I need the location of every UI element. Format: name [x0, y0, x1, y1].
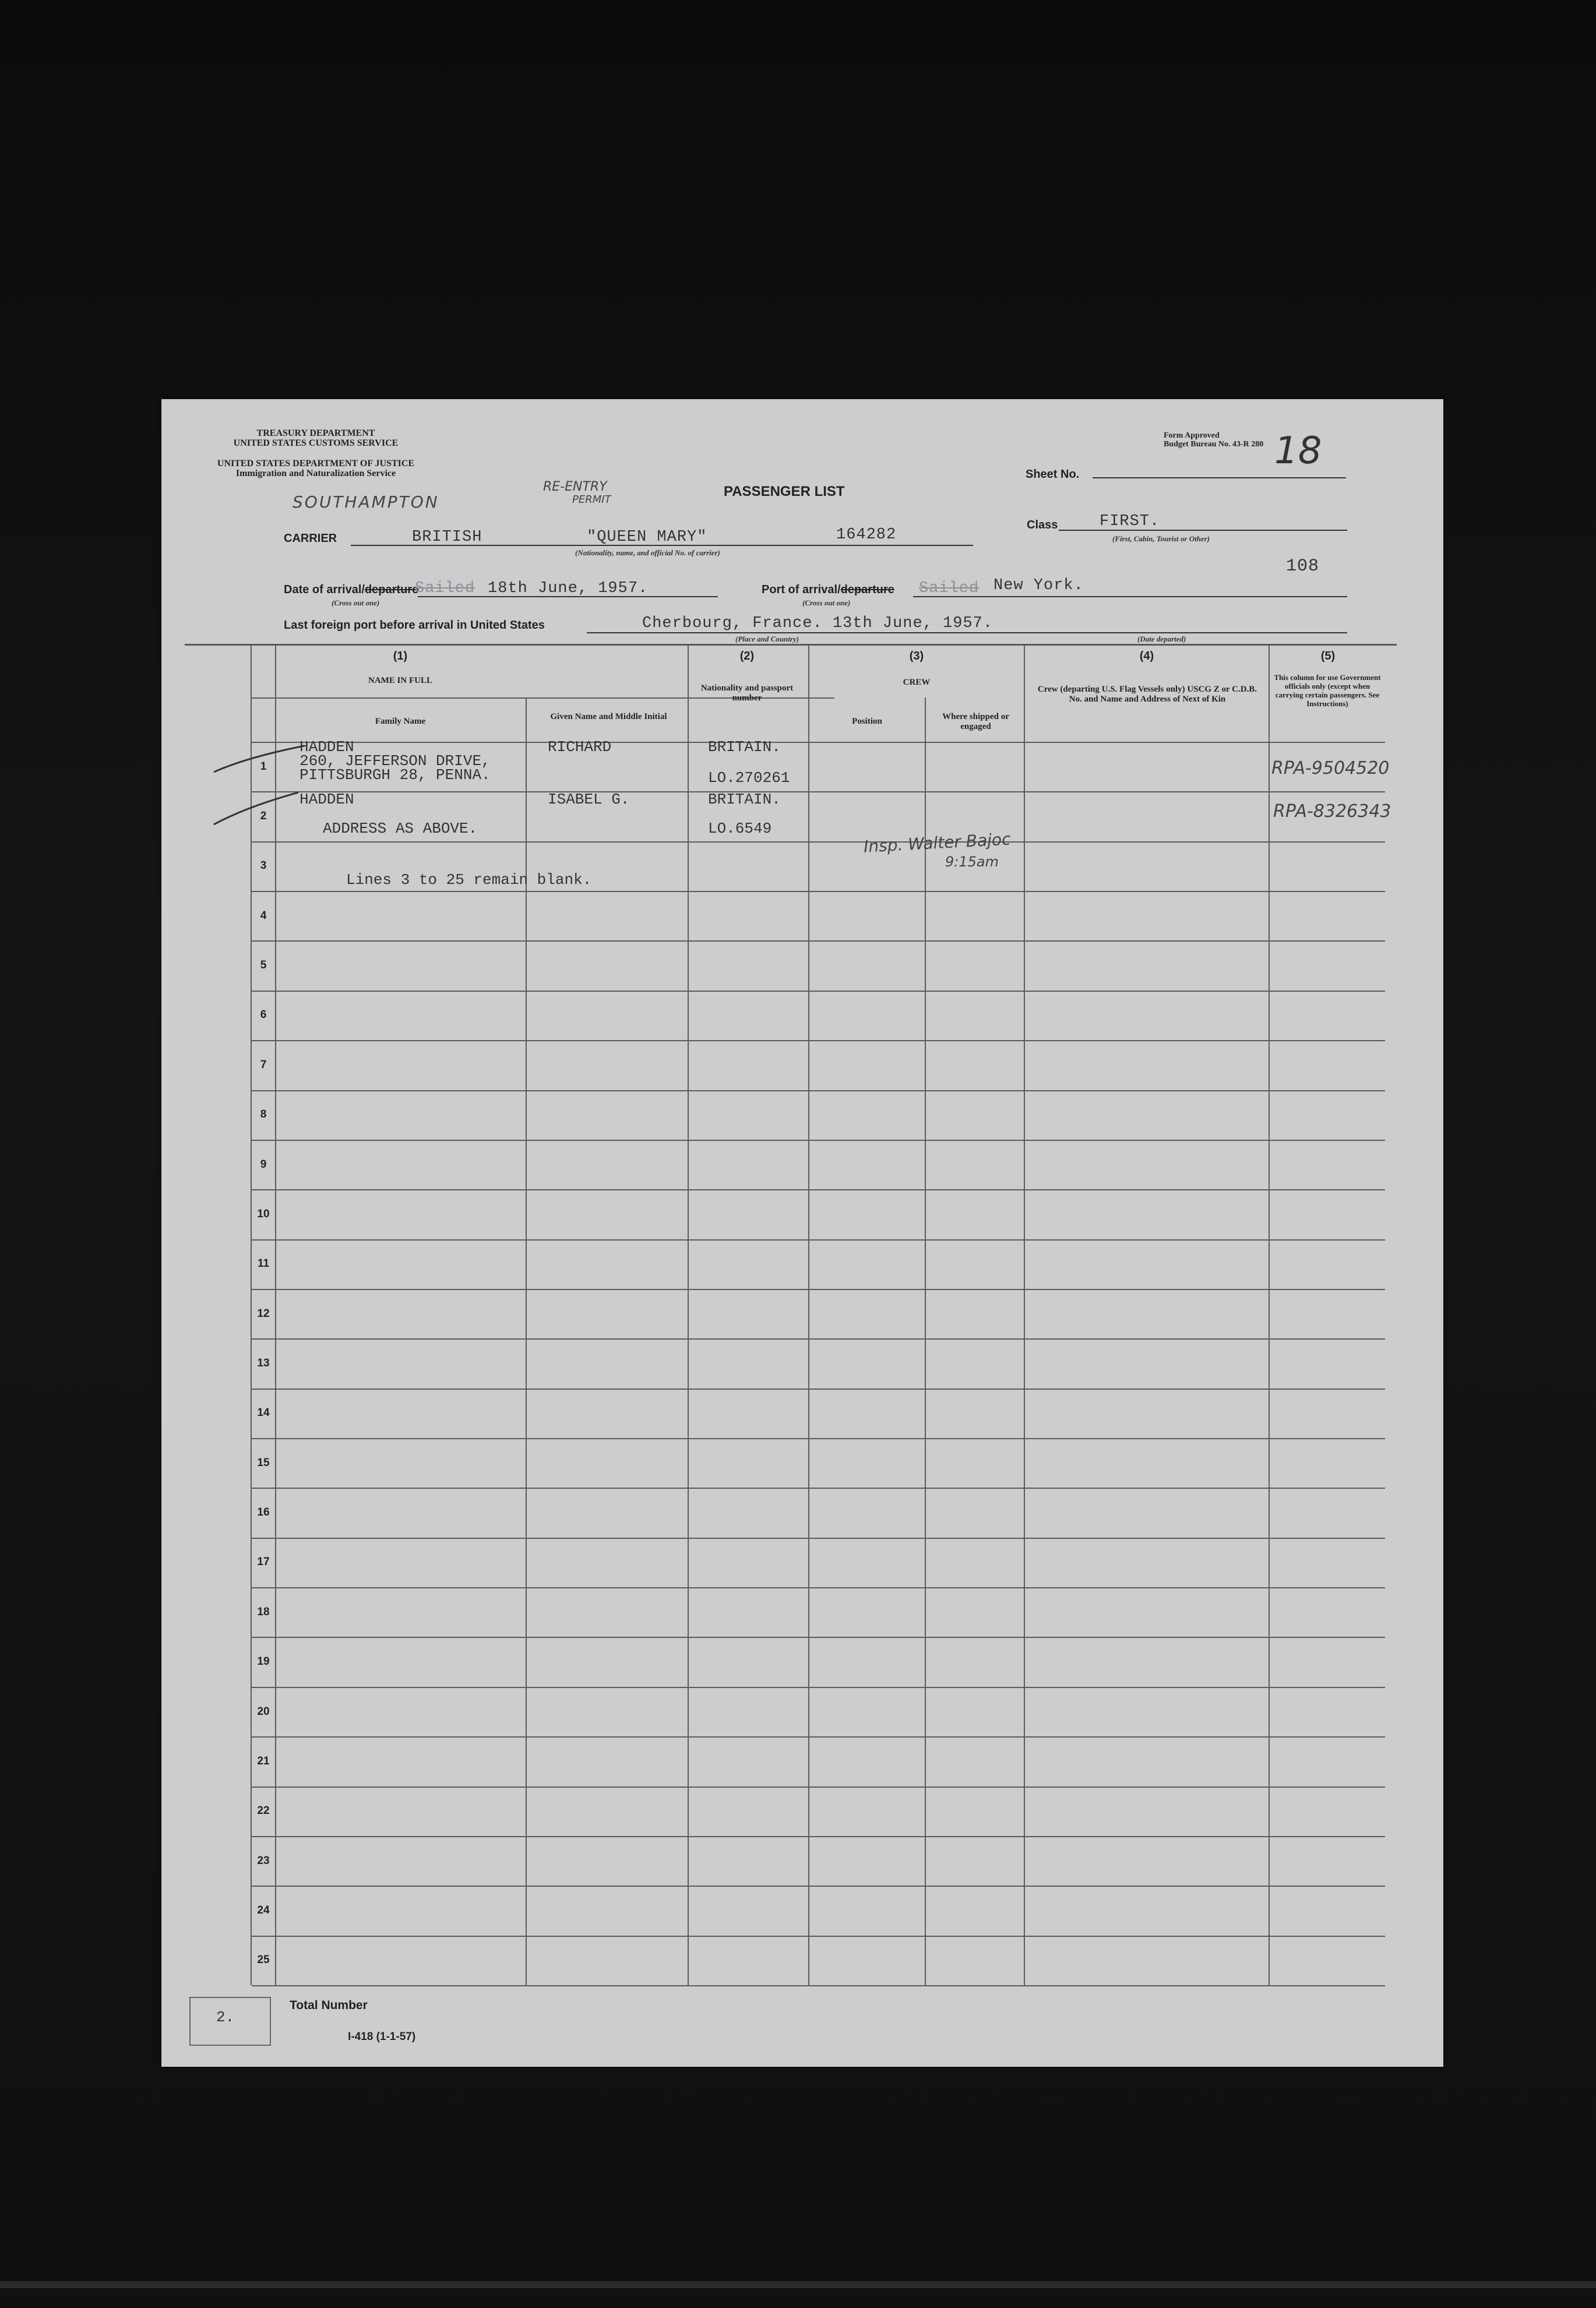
- col5-left-divider: [1269, 644, 1270, 1985]
- row-rule: [252, 1538, 1385, 1539]
- row-number: 18: [257, 1606, 270, 1618]
- row-number: 1: [260, 760, 267, 773]
- port-of-arrival-label: [762, 583, 894, 597]
- row-number: 21: [257, 1755, 270, 1767]
- row-number: 23: [257, 1855, 270, 1867]
- row2-address: ADDRESS AS ABOVE.: [323, 820, 478, 837]
- row-rule: [252, 1338, 1385, 1340]
- blank-lines-note: Lines 3 to 25 remain blank.: [346, 871, 592, 889]
- row-rule: [252, 1488, 1385, 1489]
- check-mark-row1-icon: [214, 746, 304, 772]
- agency-customs: UNITED STATES CUSTOMS SERVICE: [233, 438, 399, 448]
- row1-address-line1: 260, JEFFERSON DRIVE,: [300, 752, 491, 770]
- port-cross-out-note: (Cross out one): [802, 598, 851, 607]
- handwritten-sheet-no: 18: [1274, 429, 1322, 473]
- scan-edge: [0, 2281, 1596, 2288]
- row-rule: [252, 791, 1385, 792]
- col3-number: (3): [909, 650, 924, 663]
- row-rule: [252, 1289, 1385, 1290]
- col4-number: (4): [1139, 650, 1154, 663]
- last-port-underline: [587, 632, 1347, 633]
- row1-official-stamp: RPA-9504520: [1271, 758, 1390, 778]
- sheet-label: Sheet No.: [1026, 468, 1080, 481]
- form-id: I-418 (1-1-57): [348, 2031, 416, 2043]
- row-number: 24: [257, 1904, 270, 1916]
- row2-official-stamp: RPA-8326343: [1273, 801, 1391, 822]
- carrier-nationality: BRITISH: [412, 528, 482, 546]
- col1-title: NAME IN FULL: [368, 676, 432, 685]
- row1-nationality: BRITAIN.: [708, 738, 781, 756]
- col3b-where-shipped: Where shipped or engaged: [942, 712, 1009, 731]
- col5-number: (5): [1320, 650, 1336, 663]
- col3-left-divider: [808, 644, 809, 1985]
- row-rule: [252, 1936, 1385, 1937]
- row-number: 3: [260, 859, 267, 872]
- row-number: 9: [260, 1158, 267, 1171]
- total-number-value: 2.: [216, 2009, 235, 2026]
- col3a-position: Position: [852, 717, 882, 726]
- date-label-struck: departure: [364, 583, 419, 596]
- row-number: 20: [257, 1706, 270, 1718]
- row-number: 19: [257, 1655, 270, 1668]
- row-rule: [252, 1886, 1385, 1887]
- agency-justice: UNITED STATES DEPARTMENT OF JUSTICE: [217, 459, 415, 468]
- date-label-prefix: Date of arrival/: [284, 583, 365, 596]
- carrier-note: (Nationality, name, and official No. of carrier): [575, 548, 720, 557]
- row-number: 11: [257, 1257, 270, 1270]
- class-note: (First, Cabin, Tourist or Other): [1112, 534, 1210, 543]
- row-number: 12: [257, 1308, 270, 1320]
- row-number: 15: [257, 1457, 270, 1469]
- date-of-arrival-value: 18th June, 1957.: [488, 580, 649, 597]
- carrier-name: "QUEEN MARY": [587, 528, 707, 546]
- row-number: 2: [260, 810, 267, 822]
- row-rule: [252, 1090, 1385, 1091]
- row2-family-name: HADDEN: [300, 791, 354, 808]
- col3-title: CREW: [903, 678, 931, 687]
- check-mark-row2-icon: [214, 792, 298, 824]
- row-rule: [252, 1836, 1385, 1837]
- row-rule: [252, 1140, 1385, 1141]
- col5-title: This column for use Government officials only (except when carrying certain passengers. See Instructions): [1274, 673, 1381, 708]
- carrier-label: CARRIER: [284, 532, 337, 545]
- row-number: 10: [257, 1208, 270, 1220]
- table-top-rule: [185, 644, 1397, 646]
- row2-given-name: ISABEL G.: [548, 791, 630, 808]
- col1a-family-name: Family Name: [375, 717, 426, 726]
- row1-passport: LO.270261: [708, 769, 790, 787]
- handwritten-permit: PERMIT: [572, 494, 611, 506]
- handwritten-southampton: SOUTHAMPTON: [293, 492, 439, 512]
- row-rule: [252, 841, 1385, 843]
- port-crossed-value: Sailed: [919, 580, 980, 597]
- row2-nationality: BRITAIN.: [708, 791, 781, 808]
- row-number: 14: [257, 1407, 270, 1419]
- row-number: 8: [260, 1108, 267, 1120]
- page-number: 108: [1286, 556, 1320, 576]
- handwritten-reentry: RE-ENTRY: [543, 480, 607, 494]
- col2-title: Nationality and passport number: [700, 683, 794, 703]
- date-departed-note: (Date departed): [1137, 635, 1186, 643]
- total-number-box: [189, 1997, 271, 2046]
- row-rule: [252, 1389, 1385, 1390]
- passenger-list-page: [161, 399, 1443, 2067]
- inspector-time: 9:15am: [945, 854, 999, 870]
- row-rule: [252, 1736, 1385, 1738]
- row-rule: [252, 1587, 1385, 1588]
- agency-immigration: Immigration and Naturalization Service: [235, 468, 396, 478]
- port-label-prefix: Port of arrival/: [762, 583, 841, 596]
- col4-left-divider: [1024, 644, 1025, 1985]
- date-of-arrival-label: [284, 583, 418, 597]
- last-foreign-port-label: Last foreign port before arrival in United States: [284, 619, 545, 632]
- row-number: 6: [260, 1009, 267, 1021]
- date-cross-out-note: (Cross out one): [332, 598, 380, 607]
- row-rule: [252, 991, 1385, 992]
- total-number-label: Total Number: [290, 1999, 368, 2012]
- class-label: Class: [1027, 519, 1058, 531]
- port-label-struck: departure: [840, 583, 894, 596]
- document-title: PASSENGER LIST: [724, 484, 845, 499]
- budget-bureau-no: Budget Bureau No. 43-R 280: [1164, 440, 1264, 449]
- date-crossed-value: Sailed: [415, 580, 475, 597]
- form-approved: Form Approved: [1164, 431, 1220, 440]
- row-rule: [252, 1985, 1385, 1986]
- agency-treasury: TREASURY DEPARTMENT: [256, 428, 375, 438]
- row-number: 22: [257, 1805, 270, 1817]
- row1-family-name: HADDEN: [300, 738, 354, 756]
- row-number: 5: [260, 959, 267, 971]
- last-foreign-port-value: Cherbourg, France. 13th June, 1957.: [642, 615, 993, 632]
- sheet-underline: [1093, 477, 1346, 478]
- row-rule: [252, 1239, 1385, 1241]
- inspector-signature: Insp. Walter Bajoc: [863, 829, 1012, 857]
- row-rule: [252, 1637, 1385, 1638]
- place-country-note: (Place and Country): [735, 635, 799, 643]
- col2-left-divider: [688, 644, 689, 1985]
- row-rule: [252, 1787, 1385, 1788]
- row-number: 17: [257, 1556, 270, 1568]
- col1-number: (1): [393, 650, 408, 663]
- row-number: 16: [257, 1506, 270, 1518]
- col2-number: (2): [739, 650, 755, 663]
- row1-address-line2: PITTSBURGH 28, PENNA.: [300, 766, 491, 784]
- row2-passport: LO.6549: [708, 820, 772, 837]
- row-number: 13: [257, 1357, 270, 1369]
- header-bottom-rule: [252, 742, 1385, 743]
- row-rule: [252, 1189, 1385, 1190]
- row-rule: [252, 1687, 1385, 1688]
- row-number: 25: [257, 1954, 270, 1966]
- row-number: 7: [260, 1059, 267, 1071]
- col4-title: Crew (departing U.S. Flag Vessels only) USCG Z or C.D.B. No. and Name and Address of Next of Kin: [1037, 685, 1257, 704]
- row-rule: [252, 1040, 1385, 1041]
- port-of-arrival-value: New York.: [993, 577, 1084, 594]
- row-rule: [252, 940, 1385, 942]
- check-marks: [211, 740, 310, 848]
- carrier-official-no: 164282: [836, 526, 897, 544]
- row-rule: [252, 1438, 1385, 1439]
- col1b-given-name: Given Name and Middle Initial: [550, 712, 667, 721]
- row-rule: [252, 891, 1385, 892]
- row-number: 4: [260, 910, 267, 922]
- row1-given-name: RICHARD: [548, 738, 612, 756]
- class-value: FIRST.: [1100, 513, 1160, 530]
